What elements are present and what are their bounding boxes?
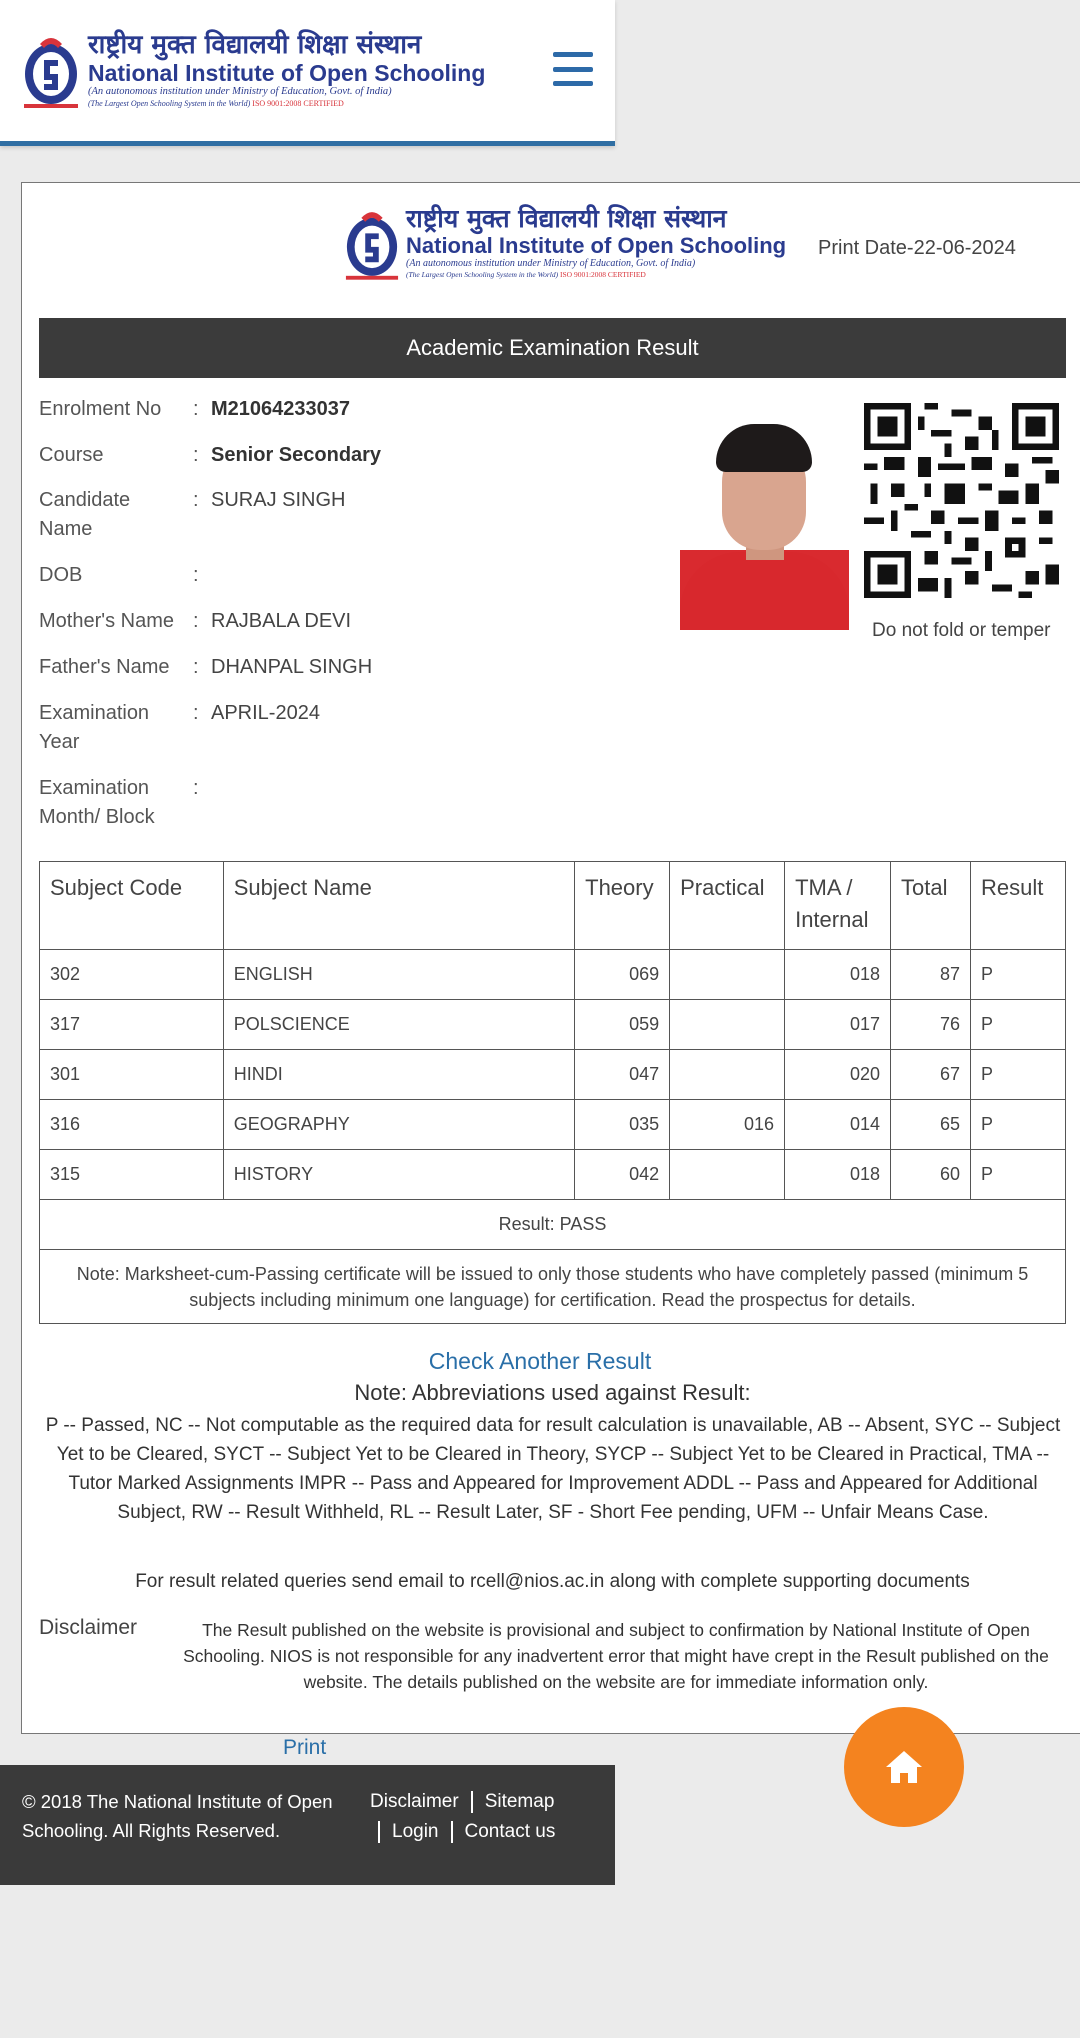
table-row — [40, 1100, 1066, 1150]
header-theory: Theory — [575, 862, 670, 950]
info-label: Examination Month/ Block — [39, 777, 155, 828]
abbreviations-title: Note: Abbreviations used against Result: — [354, 1380, 751, 1405]
cell-practical — [670, 1050, 785, 1100]
cell-code: 316 — [40, 1100, 224, 1150]
cell-code: 317 — [40, 1000, 224, 1050]
candidate-photo — [680, 420, 849, 630]
disclaimer-label: Disclaimer — [39, 1616, 138, 1639]
home-icon — [884, 1749, 924, 1785]
info-father-name: Father's Name : DHANPAL SINGH — [39, 653, 372, 682]
info-course: Course : Senior Secondary — [39, 441, 381, 470]
header-total: Total — [891, 862, 971, 950]
site-footer — [0, 1765, 615, 1885]
cell-theory: 069 — [575, 950, 670, 1000]
cell-result: P — [970, 950, 1065, 1000]
header-tma-internal: TMA / Internal — [785, 862, 891, 950]
print-date: Print Date-22-06-2024 — [818, 237, 1016, 259]
result-summary: Result: PASS — [40, 1200, 1066, 1250]
info-value: RAJBALA DEVI — [211, 610, 352, 632]
info-value: M21064233037 — [211, 398, 351, 420]
check-another-result-link[interactable]: Check Another Result — [428, 1348, 652, 1374]
note-row — [40, 1250, 1066, 1324]
info-exam-month: Examination Month/ Block : — [39, 774, 211, 832]
footer-links — [370, 1787, 600, 1847]
cell-code: 301 — [40, 1050, 224, 1100]
certificate-note: Note: Marksheet-cum-Passing certificate will be issued to only those students who have completely passed (minimum 5 subjects including minimum one language) for certification. Read the prospectus for details. — [40, 1250, 1066, 1324]
cell-tma: 017 — [785, 1000, 891, 1050]
cell-theory: 042 — [575, 1150, 670, 1200]
info-value: SURAJ SINGH — [211, 489, 346, 511]
cell-total: 65 — [891, 1100, 971, 1150]
logo-tagline: (An autonomous institution under Ministry of Education, Govt. of India) — [88, 86, 392, 97]
cell-subject: GEOGRAPHY — [223, 1100, 574, 1150]
info-label: Course — [39, 444, 104, 466]
footer-link-login[interactable]: Login — [392, 1821, 439, 1842]
logo-hindi-text: राष्ट्रीय मुक्त विद्यालयी शिक्षा संस्थान — [88, 30, 422, 60]
logo-english-text: National Institute of Open Schooling — [406, 233, 787, 258]
result-title-bar: Academic Examination Result — [39, 318, 1066, 378]
info-label: Enrolment No — [39, 398, 162, 420]
copyright-text: © 2018 The National Institute of Open Schooling. All Rights Reserved. — [22, 1791, 333, 1841]
header-result: Result — [970, 862, 1065, 950]
qr-caption: Do not fold or temper — [872, 620, 1051, 641]
logo-english-text: National Institute of Open Schooling — [88, 60, 486, 86]
cell-theory: 035 — [575, 1100, 670, 1150]
nios-emblem-icon — [344, 204, 400, 282]
result-summary-row — [40, 1200, 1066, 1250]
print-link[interactable]: Print — [283, 1736, 327, 1759]
cell-total: 60 — [891, 1150, 971, 1200]
table-row — [40, 950, 1066, 1000]
header-subject-name: Subject Name — [223, 862, 574, 950]
query-note: For result related queries send email to rcell@nios.ac.in along with complete supporting documents — [135, 1571, 970, 1592]
cell-tma: 018 — [785, 1150, 891, 1200]
info-label: Father's Name — [39, 656, 170, 678]
table-row — [40, 1050, 1066, 1100]
logo-hindi-text: राष्ट्रीय मुक्त विद्यालयी शिक्षा संस्थान — [406, 204, 727, 233]
info-label: Candidate Name — [39, 489, 131, 540]
site-header — [0, 0, 615, 146]
cell-theory: 059 — [575, 1000, 670, 1050]
table-row — [40, 1150, 1066, 1200]
logo-tagline-2: (The Largest Open Schooling System in the World) ISO 9001:2008 CERTIFIED — [88, 99, 344, 108]
logo-tagline-2: (The Largest Open Schooling System in the World) ISO 9001:2008 CERTIFIED — [406, 270, 646, 279]
footer-link-disclaimer[interactable]: Disclaimer — [370, 1791, 459, 1812]
cell-result: P — [970, 1050, 1065, 1100]
cell-result: P — [970, 1100, 1065, 1150]
cell-subject: POLSCIENCE — [223, 1000, 574, 1050]
info-candidate-name: Candidate Name : SURAJ SINGH — [39, 486, 345, 544]
cell-total: 67 — [891, 1050, 971, 1100]
cell-result: P — [970, 1150, 1065, 1200]
info-enrolment: Enrolment No : M21064233037 — [39, 395, 350, 424]
info-value: DHANPAL SINGH — [211, 656, 373, 678]
cell-tma: 020 — [785, 1050, 891, 1100]
abbreviations-text: P -- Passed, NC -- Not computable as the required data for result calculation is unavailable, AB -- Absent, SYC -- Subject Yet to be Cleared, SYCT -- Subject Yet to be Cleared in Theory, SYCP -- Subject Yet to be Cleared in Practical, TMA -- Tutor Marked Assignments IMPR -- Pass and Appeared for Improvement ADDL -- Pass and Appeared for Additional Subject, RW -- Result Withheld, RL -- Result Later, SF - Short Fee pending, UFM -- Unfair Means Case. — [45, 1415, 1061, 1523]
info-exam-year: Examination Year : APRIL-2024 — [39, 699, 320, 757]
info-mother-name: Mother's Name : RAJBALA DEVI — [39, 607, 351, 636]
cell-tma: 018 — [785, 950, 891, 1000]
cell-code: 315 — [40, 1150, 224, 1200]
marks-table — [39, 861, 1066, 1324]
header-subject-code: Subject Code — [40, 862, 224, 950]
cell-practical — [670, 1000, 785, 1050]
footer-link-sitemap[interactable]: Sitemap — [484, 1791, 555, 1812]
info-label: Mother's Name — [39, 610, 174, 632]
cell-tma: 014 — [785, 1100, 891, 1150]
cell-total: 87 — [891, 950, 971, 1000]
info-dob: DOB : — [39, 561, 211, 590]
info-label: DOB — [39, 564, 83, 586]
table-row — [40, 1000, 1066, 1050]
card-nios-logo — [344, 204, 786, 282]
cell-practical: 016 — [670, 1100, 785, 1150]
hamburger-menu-icon[interactable] — [553, 52, 593, 86]
cell-code: 302 — [40, 950, 224, 1000]
info-value: APRIL-2024 — [211, 702, 320, 724]
cell-subject: ENGLISH — [223, 950, 574, 1000]
cell-subject: HISTORY — [223, 1150, 574, 1200]
disclaimer-text: The Result published on the website is provisional and subject to confirmation by National Institute of Open Schooling. NIOS is not responsible for any inadvertent error that might have crept in the Result published on the website. The details published on the website are for immediate information only. — [183, 1620, 1049, 1692]
cell-result: P — [970, 1000, 1065, 1050]
cell-total: 76 — [891, 1000, 971, 1050]
home-button[interactable] — [844, 1707, 964, 1827]
cell-practical — [670, 1150, 785, 1200]
footer-link-contact[interactable]: Contact us — [464, 1821, 556, 1842]
header-practical: Practical — [670, 862, 785, 950]
nios-emblem-icon — [22, 30, 80, 110]
logo-tagline: (An autonomous institution under Ministry of Education, Govt. of India) — [406, 258, 696, 269]
info-value: Senior Secondary — [211, 444, 382, 466]
nios-logo[interactable] — [22, 30, 485, 110]
table-header-row — [40, 862, 1066, 950]
qr-code — [864, 403, 1059, 598]
info-label: Examination Year — [39, 702, 150, 753]
cell-theory: 047 — [575, 1050, 670, 1100]
cell-practical — [670, 950, 785, 1000]
cell-subject: HINDI — [223, 1050, 574, 1100]
